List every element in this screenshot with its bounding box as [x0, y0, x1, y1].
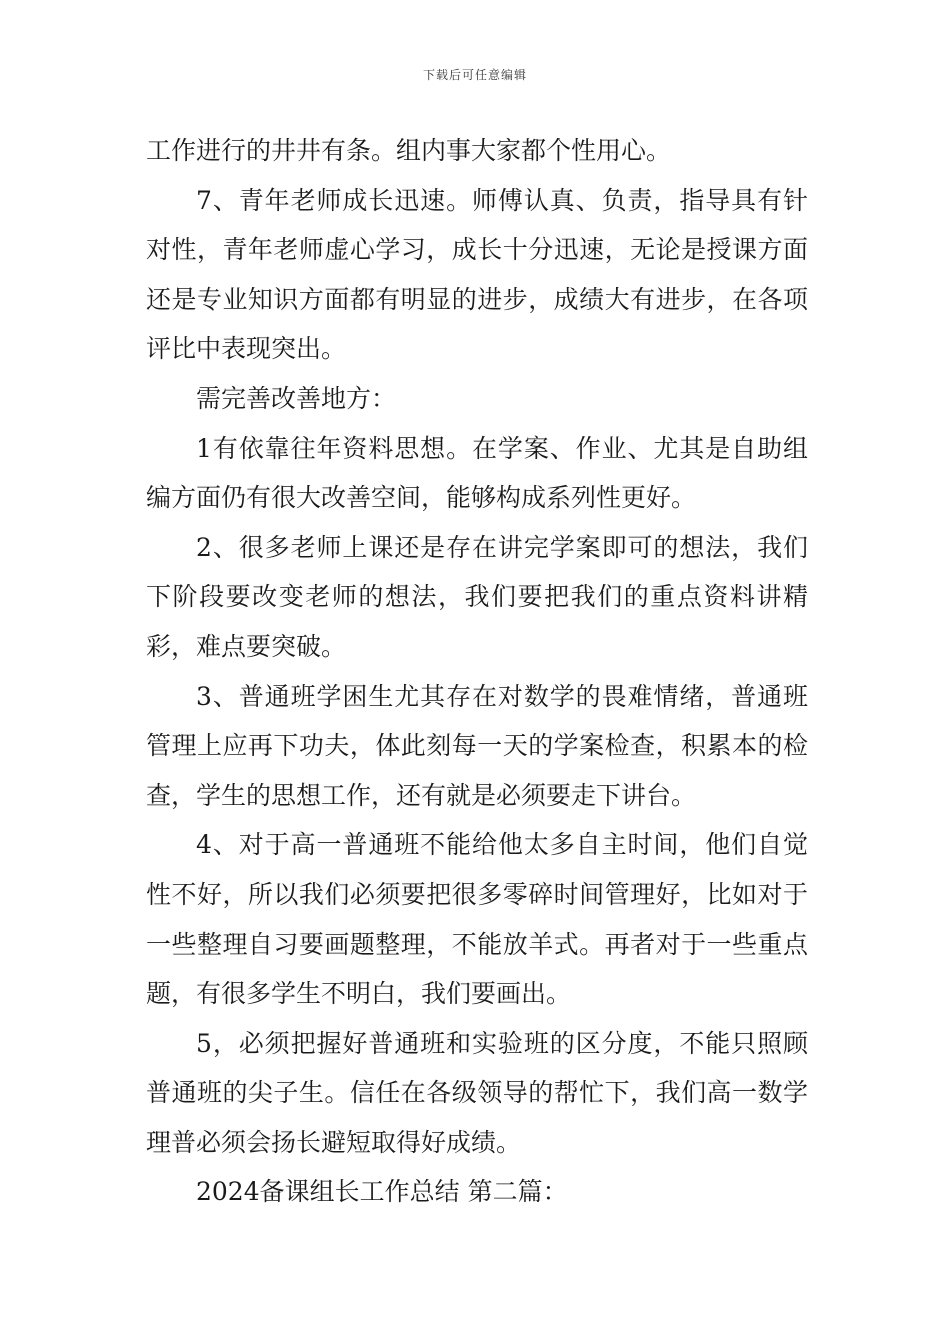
paragraph-continuation: 工作进行的井井有条。组内事大家都个性用心。: [146, 136, 672, 165]
section-title-part-two: 2024备课组长工作总结 第二篇：: [196, 1177, 568, 1207]
paragraph-improvement-3: 3、普通班学困生尤其存在对数学的畏难情绪，普通班管理上应再下功夫，体此刻每一天的学案检查，积累本的检查，学生的思想工作，还有就是必须要走下讲台。: [146, 681, 808, 810]
paragraph-improvement-5: 5，必须把握好普通班和实验班的区分度，不能只照顾普通班的尖子生。信任在各级领导的帮忙下，我们高一数学理普必须会扬长避短取得好成绩。: [146, 1028, 808, 1157]
paragraph-improvement-1: 1有依靠往年资料思想。在学案、作业、尤其是自助组编方面仍有很大改善空间，能够构成系列性更好。: [146, 433, 808, 513]
paragraph-improvement-2: 2、很多老师上课还是存在讲完学案即可的想法，我们下阶段要改变老师的想法，我们要把我们的重点资料讲精彩，难点要突破。: [146, 532, 808, 661]
paragraph-item-7: 7、青年老师成长迅速。师傅认真、负责，指导具有针对性，青年老师虚心学习，成长十分迅速，无论是授课方面还是专业知识方面都有明显的进步，成绩大有进步，在各项评比中表现突出。: [146, 185, 808, 364]
page-header: 下载后可任意编辑: [422, 68, 527, 82]
section-heading-improvements: 需完善改善地方：: [196, 383, 397, 413]
paragraph-improvement-4: 4、对于高一普通班不能给他太多自主时间，他们自觉性不好，所以我们必须要把很多零碎时间管理好，比如对于一些整理自习要画题整理，不能放羊式。再者对于一些重点题，有很多学生不明白，我们要画出。: [146, 830, 808, 1009]
document-body: [146, 126, 808, 1217]
